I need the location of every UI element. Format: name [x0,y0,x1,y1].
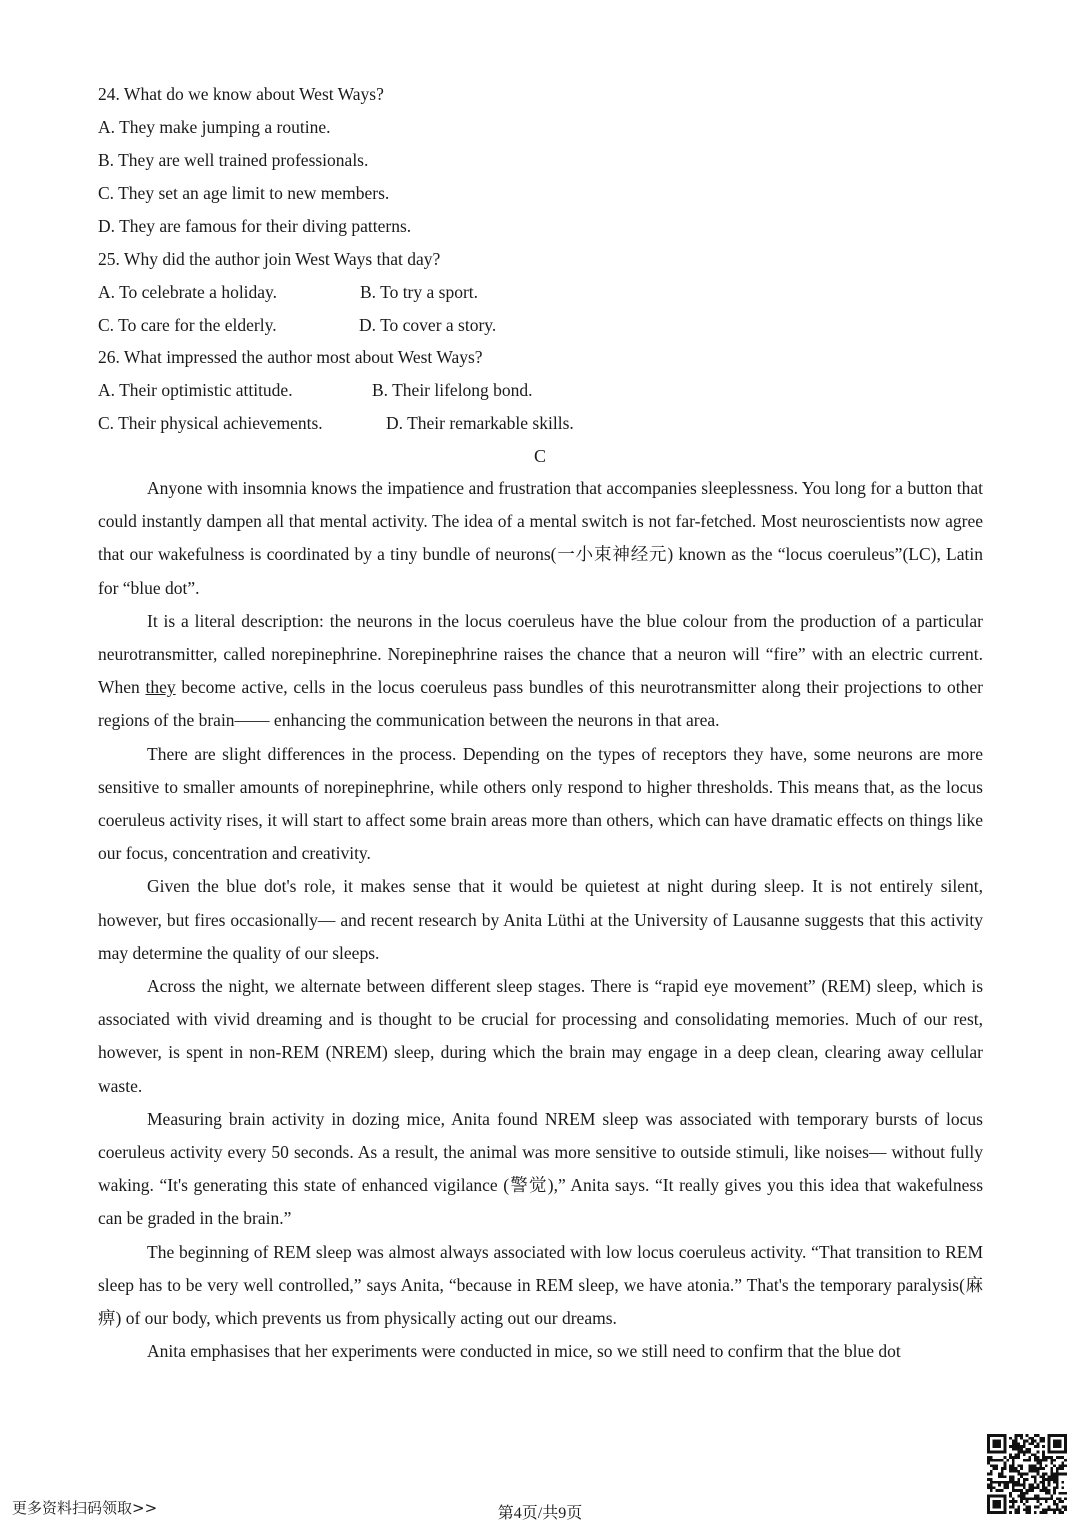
passage-paragraph-1: Anyone with insomnia knows the impatience and frustration that accompanies sleeplessness. You long for a button that could instantly dampen all that mental activity. The idea of a mental switch is not far-fetched. Most neuroscientists now agree that our wakefulness is coordinated by a tiny bundle of neurons(一小束神经元) known as the “locus coeruleus”(LC), Latin for “blue dot”. [98,478,983,598]
q24-option-b: B. They are well trained professionals. [98,150,369,170]
q24-option-d: D. They are famous for their diving patterns. [98,216,412,236]
passage-paragraph-8: Anita emphasises that her experiments were conducted in mice, so we still need to confirm that the blue dot [147,1341,901,1362]
passage-paragraph-5: Across the night, we alternate between different sleep stages. There is “rapid eye movement” (REM) sleep, which is associated with vivid dreaming and is thought to be crucial for processing and consolidating memories. Much of our rest, however, is spent in non-REM (NREM) sleep, during which the brain may engage in a deep clean, clearing away cellular waste. [98,976,983,1096]
q25-option-b: B. To try a sport. [360,282,479,302]
qr-code-icon[interactable] [987,1434,1067,1514]
q25-option-c: C. To care for the elderly. [98,315,277,335]
passage-paragraph-2 [98,605,983,738]
passage-paragraph-4: Given the blue dot's role, it makes sense that it would be quietest at night during sleep. It is not entirely silent, however, but fires occasionally— and recent research by Anita Lüthi at the University of Lausanne suggests that this activity may determine the quality of our sleeps. [98,876,983,963]
page-number: 第4页/共9页 [497,1505,583,1522]
passage-paragraph-3: There are slight differences in the process. Depending on the types of receptors they have, some neurons are more sensitive to smaller amounts of norepinephrine, while others only respond to higher thresholds. This means that, as the locus coeruleus activity rises, it will start to affect some brain areas more than others, which can have dramatic effects on things like our focus, concentration and creativity. [98,743,983,864]
underlined-word: they [145,677,176,698]
p2-text-after: become active, cells in the locus coeruleus pass bundles of this neurotransmitter along their projections to other regions of the brain—— enhancing the communication between the neurons in that area. [98,677,983,731]
passage-paragraph-7: The beginning of REM sleep was almost always associated with low locus coeruleus activity. “That transition to REM sleep has to be very well controlled,” says Anita, “because in REM sleep, we have atonia.” That's the temporary paralysis(麻痹) of our body, which prevents us from physically acting out our dreams. [98,1241,983,1329]
q25-option-d: D. To cover a story. [359,315,497,335]
q25-stem: 25. Why did the author join West Ways that day? [98,249,441,269]
q24-option-c: C. They set an age limit to new members. [98,183,390,203]
promo-scan-text[interactable]: 更多资料扫码领取>> [12,1499,158,1517]
p2-text-before: It is a literal description: the neurons in the locus coeruleus have the blue colour from the production of a particular neurotransmitter, called norepinephrine. Norepinephrine raises the chance that a neuron will “fire” with an electric current. When [98,610,983,698]
passage-c [98,472,983,1368]
q26-option-b: B. Their lifelong bond. [372,380,533,400]
passage-paragraph-6: Measuring brain activity in dozing mice, Anita found NREM sleep was associated with temporary bursts of locus coeruleus activity every 50 seconds. As a result, the animal was more sensitive to outside stimuli, like noises— without fully waking. “It's generating this state of enhanced vigilance (警觉),” Anita says. “It really gives you this idea that wakefulness can be graded in the brain.” [98,1108,983,1229]
q26-option-a: A. Their optimistic attitude. [98,380,293,400]
q26-option-c: C. Their physical achievements. [98,413,323,433]
q26-option-d: D. Their remarkable skills. [386,413,574,433]
q24-stem: 24. What do we know about West Ways? [98,84,384,104]
q26-stem: 26. What impressed the author most about West Ways? [98,347,483,367]
section-label: C [533,446,546,466]
q25-option-a: A. To celebrate a holiday. [98,282,278,302]
q24-option-a: A. They make jumping a routine. [98,117,331,137]
